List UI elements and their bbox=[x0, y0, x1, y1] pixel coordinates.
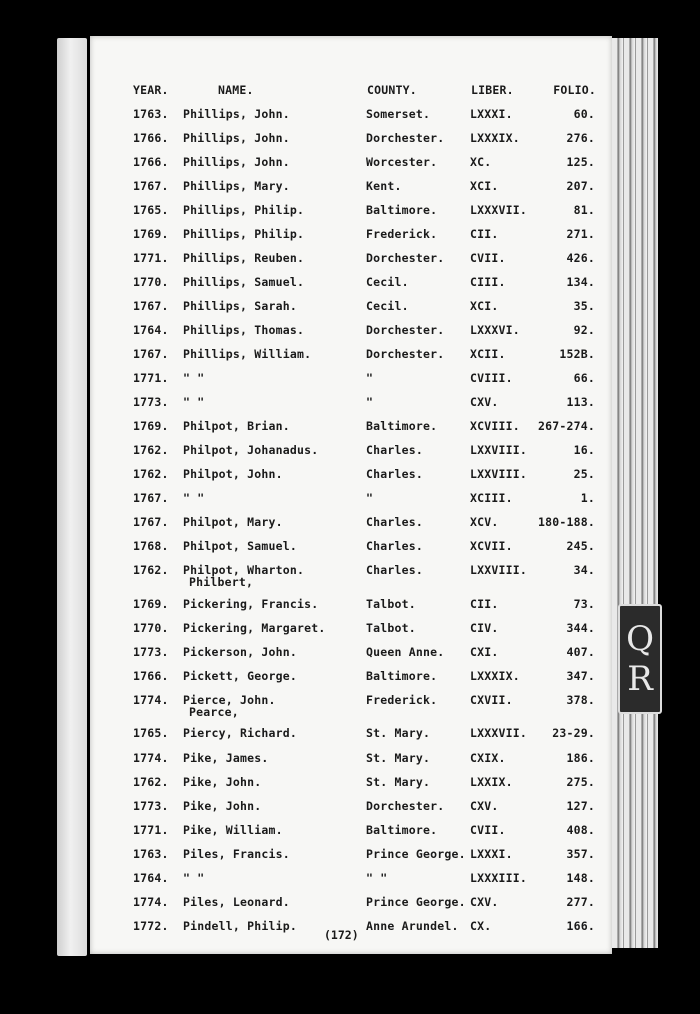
record-folio: 23-29. bbox=[552, 726, 595, 740]
record-county: Charles. bbox=[366, 515, 423, 529]
record-year: 1770. bbox=[133, 275, 169, 289]
record-county: " " bbox=[366, 871, 388, 885]
record-liber: CXI. bbox=[470, 645, 499, 659]
record-name: Pickerson, John. bbox=[183, 645, 297, 659]
record-liber: LXXVIII. bbox=[470, 563, 527, 577]
record-year: 1766. bbox=[133, 155, 169, 169]
record-year: 1773. bbox=[133, 645, 169, 659]
record-name-alias: Pearce, bbox=[189, 705, 239, 719]
record-folio: 73. bbox=[573, 597, 595, 611]
record-folio: 166. bbox=[566, 919, 595, 933]
record-folio: 186. bbox=[566, 751, 595, 765]
record-liber: CVIII. bbox=[470, 371, 513, 385]
record-county: Frederick. bbox=[366, 227, 438, 241]
record-liber: CVII. bbox=[470, 251, 506, 265]
record-year: 1763. bbox=[133, 107, 169, 121]
record-county: Talbot. bbox=[366, 621, 416, 635]
record-year: 1774. bbox=[133, 751, 169, 765]
record-county: " bbox=[366, 491, 374, 505]
record-year: 1771. bbox=[133, 823, 169, 837]
record-liber: XCIII. bbox=[470, 491, 513, 505]
record-county: " bbox=[366, 395, 374, 409]
record-folio: 407. bbox=[566, 645, 595, 659]
record-folio: 408. bbox=[566, 823, 595, 837]
record-name: Phillips, John. bbox=[183, 155, 290, 169]
record-county: Kent. bbox=[366, 179, 402, 193]
record-liber: LXXIX. bbox=[470, 775, 513, 789]
record-name: Phillips, Mary. bbox=[183, 179, 290, 193]
record-name: Philpot, Johanadus. bbox=[183, 443, 319, 457]
record-folio: 25. bbox=[573, 467, 595, 481]
record-year: 1762. bbox=[133, 775, 169, 789]
record-folio: 267-274. bbox=[538, 419, 595, 433]
record-folio: 245. bbox=[566, 539, 595, 553]
record-liber: XC. bbox=[470, 155, 492, 169]
record-county: Queen Anne. bbox=[366, 645, 445, 659]
record-liber: CXVII. bbox=[470, 693, 513, 707]
record-name: Piles, Francis. bbox=[183, 847, 290, 861]
header-county: COUNTY. bbox=[367, 83, 417, 97]
record-county: St. Mary. bbox=[366, 751, 431, 765]
record-liber: CXV. bbox=[470, 395, 499, 409]
record-county: Prince George. bbox=[366, 847, 466, 861]
record-folio: 125. bbox=[566, 155, 595, 169]
record-name: Philpot, Mary. bbox=[183, 515, 283, 529]
record-name: Pickett, George. bbox=[183, 669, 297, 683]
record-folio: 16. bbox=[573, 443, 595, 457]
record-year: 1762. bbox=[133, 467, 169, 481]
record-folio: 426. bbox=[566, 251, 595, 265]
record-county: St. Mary. bbox=[366, 775, 431, 789]
ledger-page bbox=[90, 36, 612, 954]
record-county: Talbot. bbox=[366, 597, 416, 611]
record-county: St. Mary. bbox=[366, 726, 431, 740]
record-county: Dorchester. bbox=[366, 347, 445, 361]
record-county: Dorchester. bbox=[366, 251, 445, 265]
record-county: Charles. bbox=[366, 467, 423, 481]
header-liber: LIBER. bbox=[471, 83, 514, 97]
record-county: Charles. bbox=[366, 563, 423, 577]
record-liber: CVII. bbox=[470, 823, 506, 837]
record-county: " bbox=[366, 371, 374, 385]
record-year: 1770. bbox=[133, 621, 169, 635]
record-year: 1766. bbox=[133, 131, 169, 145]
record-folio: 344. bbox=[566, 621, 595, 635]
record-liber: CXIX. bbox=[470, 751, 506, 765]
record-folio: 271. bbox=[566, 227, 595, 241]
record-liber: LXXXIX. bbox=[470, 669, 520, 683]
record-county: Baltimore. bbox=[366, 669, 438, 683]
record-year: 1771. bbox=[133, 251, 169, 265]
record-year: 1763. bbox=[133, 847, 169, 861]
record-liber: CII. bbox=[470, 597, 499, 611]
record-county: Anne Arundel. bbox=[366, 919, 459, 933]
record-liber: LXXXVI. bbox=[470, 323, 520, 337]
record-year: 1764. bbox=[133, 323, 169, 337]
record-year: 1765. bbox=[133, 726, 169, 740]
record-name: " " bbox=[183, 371, 205, 385]
record-name: " " bbox=[183, 395, 205, 409]
record-folio: 180-188. bbox=[538, 515, 595, 529]
record-year: 1767. bbox=[133, 347, 169, 361]
record-liber: CIV. bbox=[470, 621, 499, 635]
record-name: Pickering, Margaret. bbox=[183, 621, 326, 635]
record-name: Phillips, Philip. bbox=[183, 203, 305, 217]
record-county: Cecil. bbox=[366, 275, 409, 289]
record-year: 1768. bbox=[133, 539, 169, 553]
record-year: 1762. bbox=[133, 443, 169, 457]
record-liber: LXXVIII. bbox=[470, 467, 527, 481]
record-name: Pike, William. bbox=[183, 823, 283, 837]
record-county: Baltimore. bbox=[366, 419, 438, 433]
record-name: Phillips, Sarah. bbox=[183, 299, 297, 313]
record-year: 1767. bbox=[133, 491, 169, 505]
record-folio: 127. bbox=[566, 799, 595, 813]
record-year: 1769. bbox=[133, 227, 169, 241]
record-county: Frederick. bbox=[366, 693, 438, 707]
record-name: Piercy, Richard. bbox=[183, 726, 297, 740]
page-number: (172) bbox=[324, 928, 359, 942]
record-county: Cecil. bbox=[366, 299, 409, 313]
header-year: YEAR. bbox=[133, 83, 169, 97]
record-year: 1765. bbox=[133, 203, 169, 217]
record-liber: CII. bbox=[470, 227, 499, 241]
record-liber: XCI. bbox=[470, 299, 499, 313]
record-name: Phillips, Samuel. bbox=[183, 275, 305, 289]
record-name: " " bbox=[183, 491, 205, 505]
record-name: Pike, John. bbox=[183, 799, 262, 813]
record-liber: CIII. bbox=[470, 275, 506, 289]
record-folio: 357. bbox=[566, 847, 595, 861]
record-year: 1774. bbox=[133, 895, 169, 909]
record-liber: LXXXVII. bbox=[470, 203, 527, 217]
record-name: Phillips, John. bbox=[183, 107, 290, 121]
record-liber: CX. bbox=[470, 919, 492, 933]
record-county: Dorchester. bbox=[366, 323, 445, 337]
index-tab-letter-q: Q bbox=[626, 619, 654, 659]
record-folio: 1. bbox=[580, 491, 595, 505]
record-name: Piles, Leonard. bbox=[183, 895, 290, 909]
record-name: Phillips, Philip. bbox=[183, 227, 305, 241]
record-folio: 60. bbox=[573, 107, 595, 121]
record-county: Baltimore. bbox=[366, 823, 438, 837]
record-name: Phillips, Reuben. bbox=[183, 251, 305, 265]
record-liber: LXXXVII. bbox=[470, 726, 527, 740]
record-folio: 152B. bbox=[559, 347, 595, 361]
record-year: 1766. bbox=[133, 669, 169, 683]
record-folio: 81. bbox=[573, 203, 595, 217]
record-county: Somerset. bbox=[366, 107, 431, 121]
record-year: 1771. bbox=[133, 371, 169, 385]
book-binding bbox=[612, 38, 658, 948]
record-name: Pike, John. bbox=[183, 775, 262, 789]
record-name: Pickering, Francis. bbox=[183, 597, 319, 611]
record-liber: XCII. bbox=[470, 347, 506, 361]
record-name: Philpot, John. bbox=[183, 467, 283, 481]
record-year: 1773. bbox=[133, 395, 169, 409]
record-liber: CXV. bbox=[470, 895, 499, 909]
record-liber: CXV. bbox=[470, 799, 499, 813]
record-name: Phillips, John. bbox=[183, 131, 290, 145]
record-name: Pierce, John. bbox=[183, 693, 276, 707]
record-liber: XCVIII. bbox=[470, 419, 520, 433]
record-folio: 66. bbox=[573, 371, 595, 385]
record-folio: 134. bbox=[566, 275, 595, 289]
record-name: Phillips, William. bbox=[183, 347, 312, 361]
record-name: Pike, James. bbox=[183, 751, 269, 765]
record-name-alias: Philbert, bbox=[189, 575, 254, 589]
record-year: 1764. bbox=[133, 871, 169, 885]
header-folio: FOLIO. bbox=[553, 83, 596, 97]
record-folio: 275. bbox=[566, 775, 595, 789]
record-liber: LXXXIX. bbox=[470, 131, 520, 145]
record-folio: 34. bbox=[573, 563, 595, 577]
record-liber: XCI. bbox=[470, 179, 499, 193]
record-folio: 92. bbox=[573, 323, 595, 337]
record-year: 1773. bbox=[133, 799, 169, 813]
header-name: NAME. bbox=[218, 83, 254, 97]
record-liber: LXXXI. bbox=[470, 847, 513, 861]
index-tab-letter-r: R bbox=[627, 659, 653, 699]
record-county: Charles. bbox=[366, 539, 423, 553]
record-name: Philpot, Wharton. bbox=[183, 563, 305, 577]
record-year: 1769. bbox=[133, 597, 169, 611]
record-name: Phillips, Thomas. bbox=[183, 323, 305, 337]
record-name: Philpot, Samuel. bbox=[183, 539, 297, 553]
record-year: 1772. bbox=[133, 919, 169, 933]
record-folio: 113. bbox=[566, 395, 595, 409]
record-folio: 276. bbox=[566, 131, 595, 145]
record-name: " " bbox=[183, 871, 205, 885]
left-page-edge bbox=[57, 38, 87, 956]
record-year: 1767. bbox=[133, 179, 169, 193]
record-folio: 148. bbox=[566, 871, 595, 885]
record-folio: 207. bbox=[566, 179, 595, 193]
record-folio: 277. bbox=[566, 895, 595, 909]
record-county: Dorchester. bbox=[366, 799, 445, 813]
record-liber: XCVII. bbox=[470, 539, 513, 553]
record-liber: LXXXIII. bbox=[470, 871, 527, 885]
index-tab[interactable] bbox=[618, 604, 662, 714]
record-name: Pindell, Philip. bbox=[183, 919, 297, 933]
record-year: 1762. bbox=[133, 563, 169, 577]
record-year: 1774. bbox=[133, 693, 169, 707]
record-folio: 378. bbox=[566, 693, 595, 707]
record-year: 1767. bbox=[133, 299, 169, 313]
record-liber: XCV. bbox=[470, 515, 499, 529]
record-county: Baltimore. bbox=[366, 203, 438, 217]
record-county: Prince George. bbox=[366, 895, 466, 909]
record-folio: 35. bbox=[573, 299, 595, 313]
record-liber: LXXXI. bbox=[470, 107, 513, 121]
record-county: Charles. bbox=[366, 443, 423, 457]
record-folio: 347. bbox=[566, 669, 595, 683]
record-county: Dorchester. bbox=[366, 131, 445, 145]
record-name: Philpot, Brian. bbox=[183, 419, 290, 433]
record-year: 1767. bbox=[133, 515, 169, 529]
record-liber: LXXVIII. bbox=[470, 443, 527, 457]
record-county: Worcester. bbox=[366, 155, 438, 169]
record-year: 1769. bbox=[133, 419, 169, 433]
